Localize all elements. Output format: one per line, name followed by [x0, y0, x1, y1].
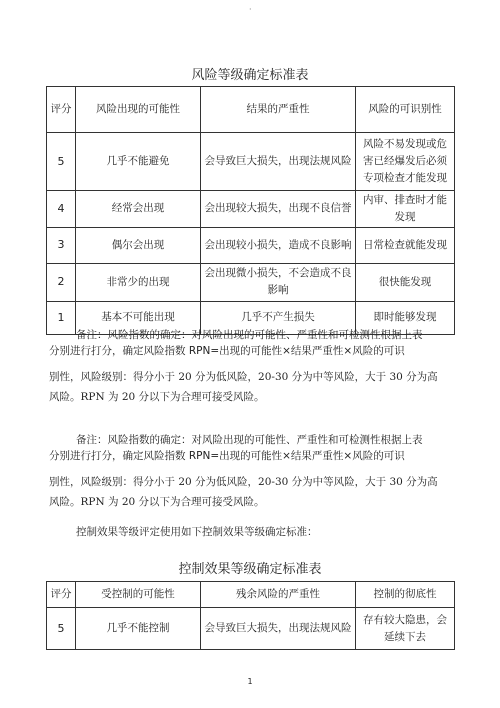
likelihood-cell: 偶尔会出现 — [76, 227, 201, 263]
detectability-cell: 很快能发现 — [356, 263, 455, 301]
header-score: 评分 — [47, 87, 76, 133]
header-score: 评分 — [47, 582, 76, 608]
control-note: 控制效果等级评定使用如下控制效果等级确定标准： — [76, 526, 318, 538]
likelihood-cell: 经常会出现 — [76, 191, 201, 228]
likelihood-cell: 非常少的出现 — [76, 263, 201, 301]
controllability-cell: 几乎不能控制 — [76, 608, 201, 650]
detectability-cell: 即时能够发现 — [356, 301, 455, 334]
note-line: 风险。RPN 为 20 分以下为合理可接受风险。 — [49, 391, 265, 403]
header-residual-severity: 残余风险的严重性 — [201, 582, 356, 608]
detectability-cell: 内审、排查时才能发现 — [356, 191, 455, 228]
header-mark: · — [249, 5, 252, 14]
header-likelihood: 风险出现的可能性 — [76, 87, 201, 133]
table-row — [47, 608, 455, 650]
header-controllability: 受控制的可能性 — [76, 582, 201, 608]
severity-cell: 几乎不产生损失 — [201, 301, 356, 334]
table-row — [47, 133, 455, 191]
header-detectability: 风险的可识别性 — [356, 87, 455, 133]
table-header-row — [47, 582, 455, 608]
note-line: 风险。RPN 为 20 分以下为合理可接受风险。 — [49, 496, 265, 508]
risk-level-table — [46, 86, 455, 335]
residual-severity-cell: 会导致巨大损失，出现法规风险 — [201, 608, 356, 650]
score-cell: 5 — [47, 608, 76, 650]
score-cell: 1 — [47, 301, 76, 334]
score-cell: 4 — [47, 191, 76, 228]
table-row — [47, 191, 455, 228]
note-line: 别性，风险级别：得分小于 20 分为低风险，20-30 分为中等风险，大于 30 分为高 — [49, 371, 438, 383]
table-header-row — [47, 87, 455, 133]
table-row — [47, 263, 455, 301]
severity-cell: 会出现较大损失，出现不良信誉 — [201, 191, 356, 228]
header-thoroughness: 控制的彻底性 — [356, 582, 455, 608]
note-line: 备注：风险指数的确定：对风险出现的可能性、严重性和可检测性根据上表 — [76, 434, 423, 446]
detectability-cell: 风险不易发现或危害已经爆发后必须专项检查才能发现 — [356, 133, 455, 191]
note-paragraph — [49, 432, 456, 510]
score-cell: 2 — [47, 263, 76, 301]
score-cell: 3 — [47, 227, 76, 263]
detectability-cell: 日常检查就能发现 — [356, 227, 455, 263]
note-line: 分别进行打分，确定风险指数 RPN=出现的可能性×结果严重性×风险的可识 — [49, 345, 405, 357]
thoroughness-cell: 存有较大隐患，会延续下去 — [356, 608, 455, 650]
likelihood-cell: 基本不可能出现 — [76, 301, 201, 334]
note-paragraph — [49, 327, 456, 405]
note-line: 备注：风险指数的确定：对风险出现的可能性、严重性和可检测性根据上表 — [76, 329, 423, 341]
likelihood-cell: 几乎不能避免 — [76, 133, 201, 191]
note-line: 别性，风险级别：得分小于 20 分为低风险，20-30 分为中等风险，大于 30 分为高 — [49, 476, 438, 488]
severity-cell: 会出现微小损失，不会造成不良影响 — [201, 263, 356, 301]
table2-title: 控制效果等级确定标准表 — [178, 562, 322, 577]
severity-cell: 会出现较小损失，造成不良影响 — [201, 227, 356, 263]
table-row — [47, 227, 455, 263]
page-number: 1 — [247, 677, 253, 686]
header-severity: 结果的严重性 — [201, 87, 356, 133]
score-cell: 5 — [47, 133, 76, 191]
note-line: 分别进行打分，确定风险指数 RPN=出现的可能性×结果严重性×风险的可识 — [49, 450, 405, 462]
table1-title: 风险等级确定标准表 — [191, 68, 309, 83]
control-effect-table — [46, 581, 455, 650]
severity-cell: 会导致巨大损失，出现法规风险 — [201, 133, 356, 191]
